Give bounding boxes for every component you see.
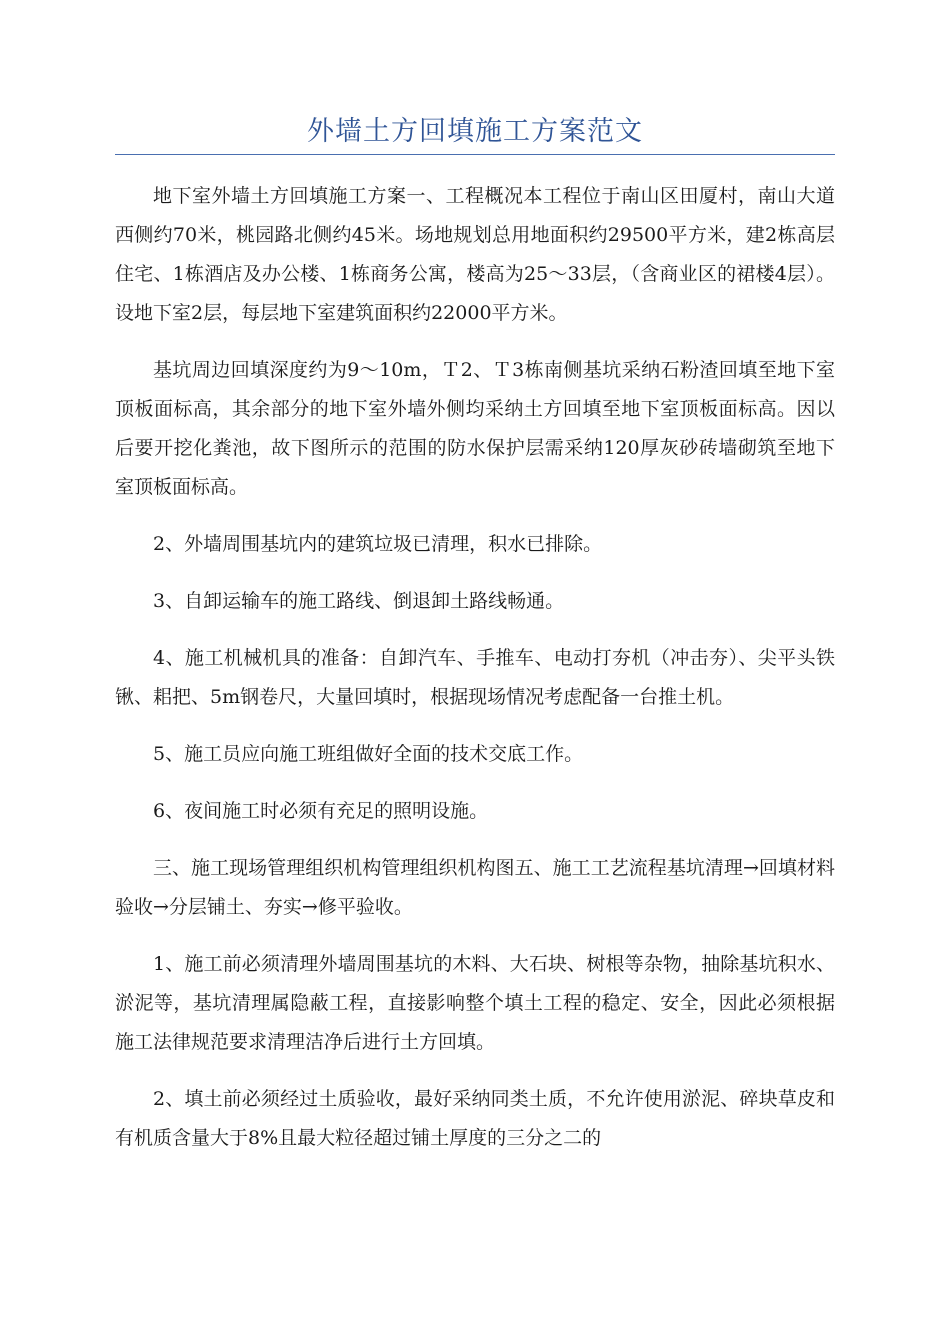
paragraph-process-flow: 三、施工现场管理组织机构管理组织机构图五、施工工艺流程基坑清理→回填材料验收→分层铺土、夯实→修平验收。 (115, 857, 835, 918)
title-underline (115, 154, 835, 155)
document-title: 外墙土方回填施工方案范文 (307, 116, 643, 147)
paragraph-item-2: 2、外墙周围基坑内的建筑垃圾已清理，积水已排除。 (153, 533, 603, 555)
paragraph-item-6: 6、夜间施工时必须有充足的照明设施。 (153, 800, 489, 822)
paragraph-step-1: 1、施工前必须清理外墙周围基坑的木料、大石块、树根等杂物，抽除基坑积水、淤泥等，基坑清理属隐蔽工程，直接影响整个填土工程的稳定、安全，因此必须根据施工法律规范要求清理洁净后进行土方回填。 (115, 953, 835, 1053)
paragraph-step-2: 2、填土前必须经过土质验收，最好采纳同类土质，不允许使用淤泥、碎块草皮和有机质含量大于8%且最大粒径超过铺土厚度的三分之二的 (115, 1088, 835, 1149)
paragraph-item-3: 3、自卸运输车的施工路线、倒退卸土路线畅通。 (153, 590, 565, 612)
paragraph-project-overview: 地下室外墙土方回填施工方案一、工程概况本工程位于南山区田厦村，南山大道西侧约70米，桃园路北侧约45米。场地规划总用地面积约29500平方米，建2栋高层住宅、1栋酒店及办公楼、1栋商务公寓，楼高为25～33层，（含商业区的裙楼4层）。设地下室2层，每层地下室建筑面积约22000平方米。 (115, 185, 835, 324)
paragraph-backfill-depth: 基坑周边回填深度约为9～10m，Ｔ2、Ｔ3栋南侧基坑采纳石粉渣回填至地下室顶板面标高，其余部分的地下室外墙外侧均采纳土方回填至地下室顶板面标高。因以后要开挖化粪池，故下图所示的范围的防水保护层需采纳120厚灰砂砖墙砌筑至地下室顶板面标高。 (115, 359, 835, 498)
paragraph-item-4: 4、施工机械机具的准备：自卸汽车、手推车、电动打夯机（冲击夯）、尖平头铁锹、耜把、5m钢卷尺，大量回填时，根据现场情况考虑配备一台推土机。 (115, 647, 835, 708)
document-body (115, 177, 835, 1176)
paragraph-item-5: 5、施工员应向施工班组做好全面的技术交底工作。 (153, 743, 584, 765)
